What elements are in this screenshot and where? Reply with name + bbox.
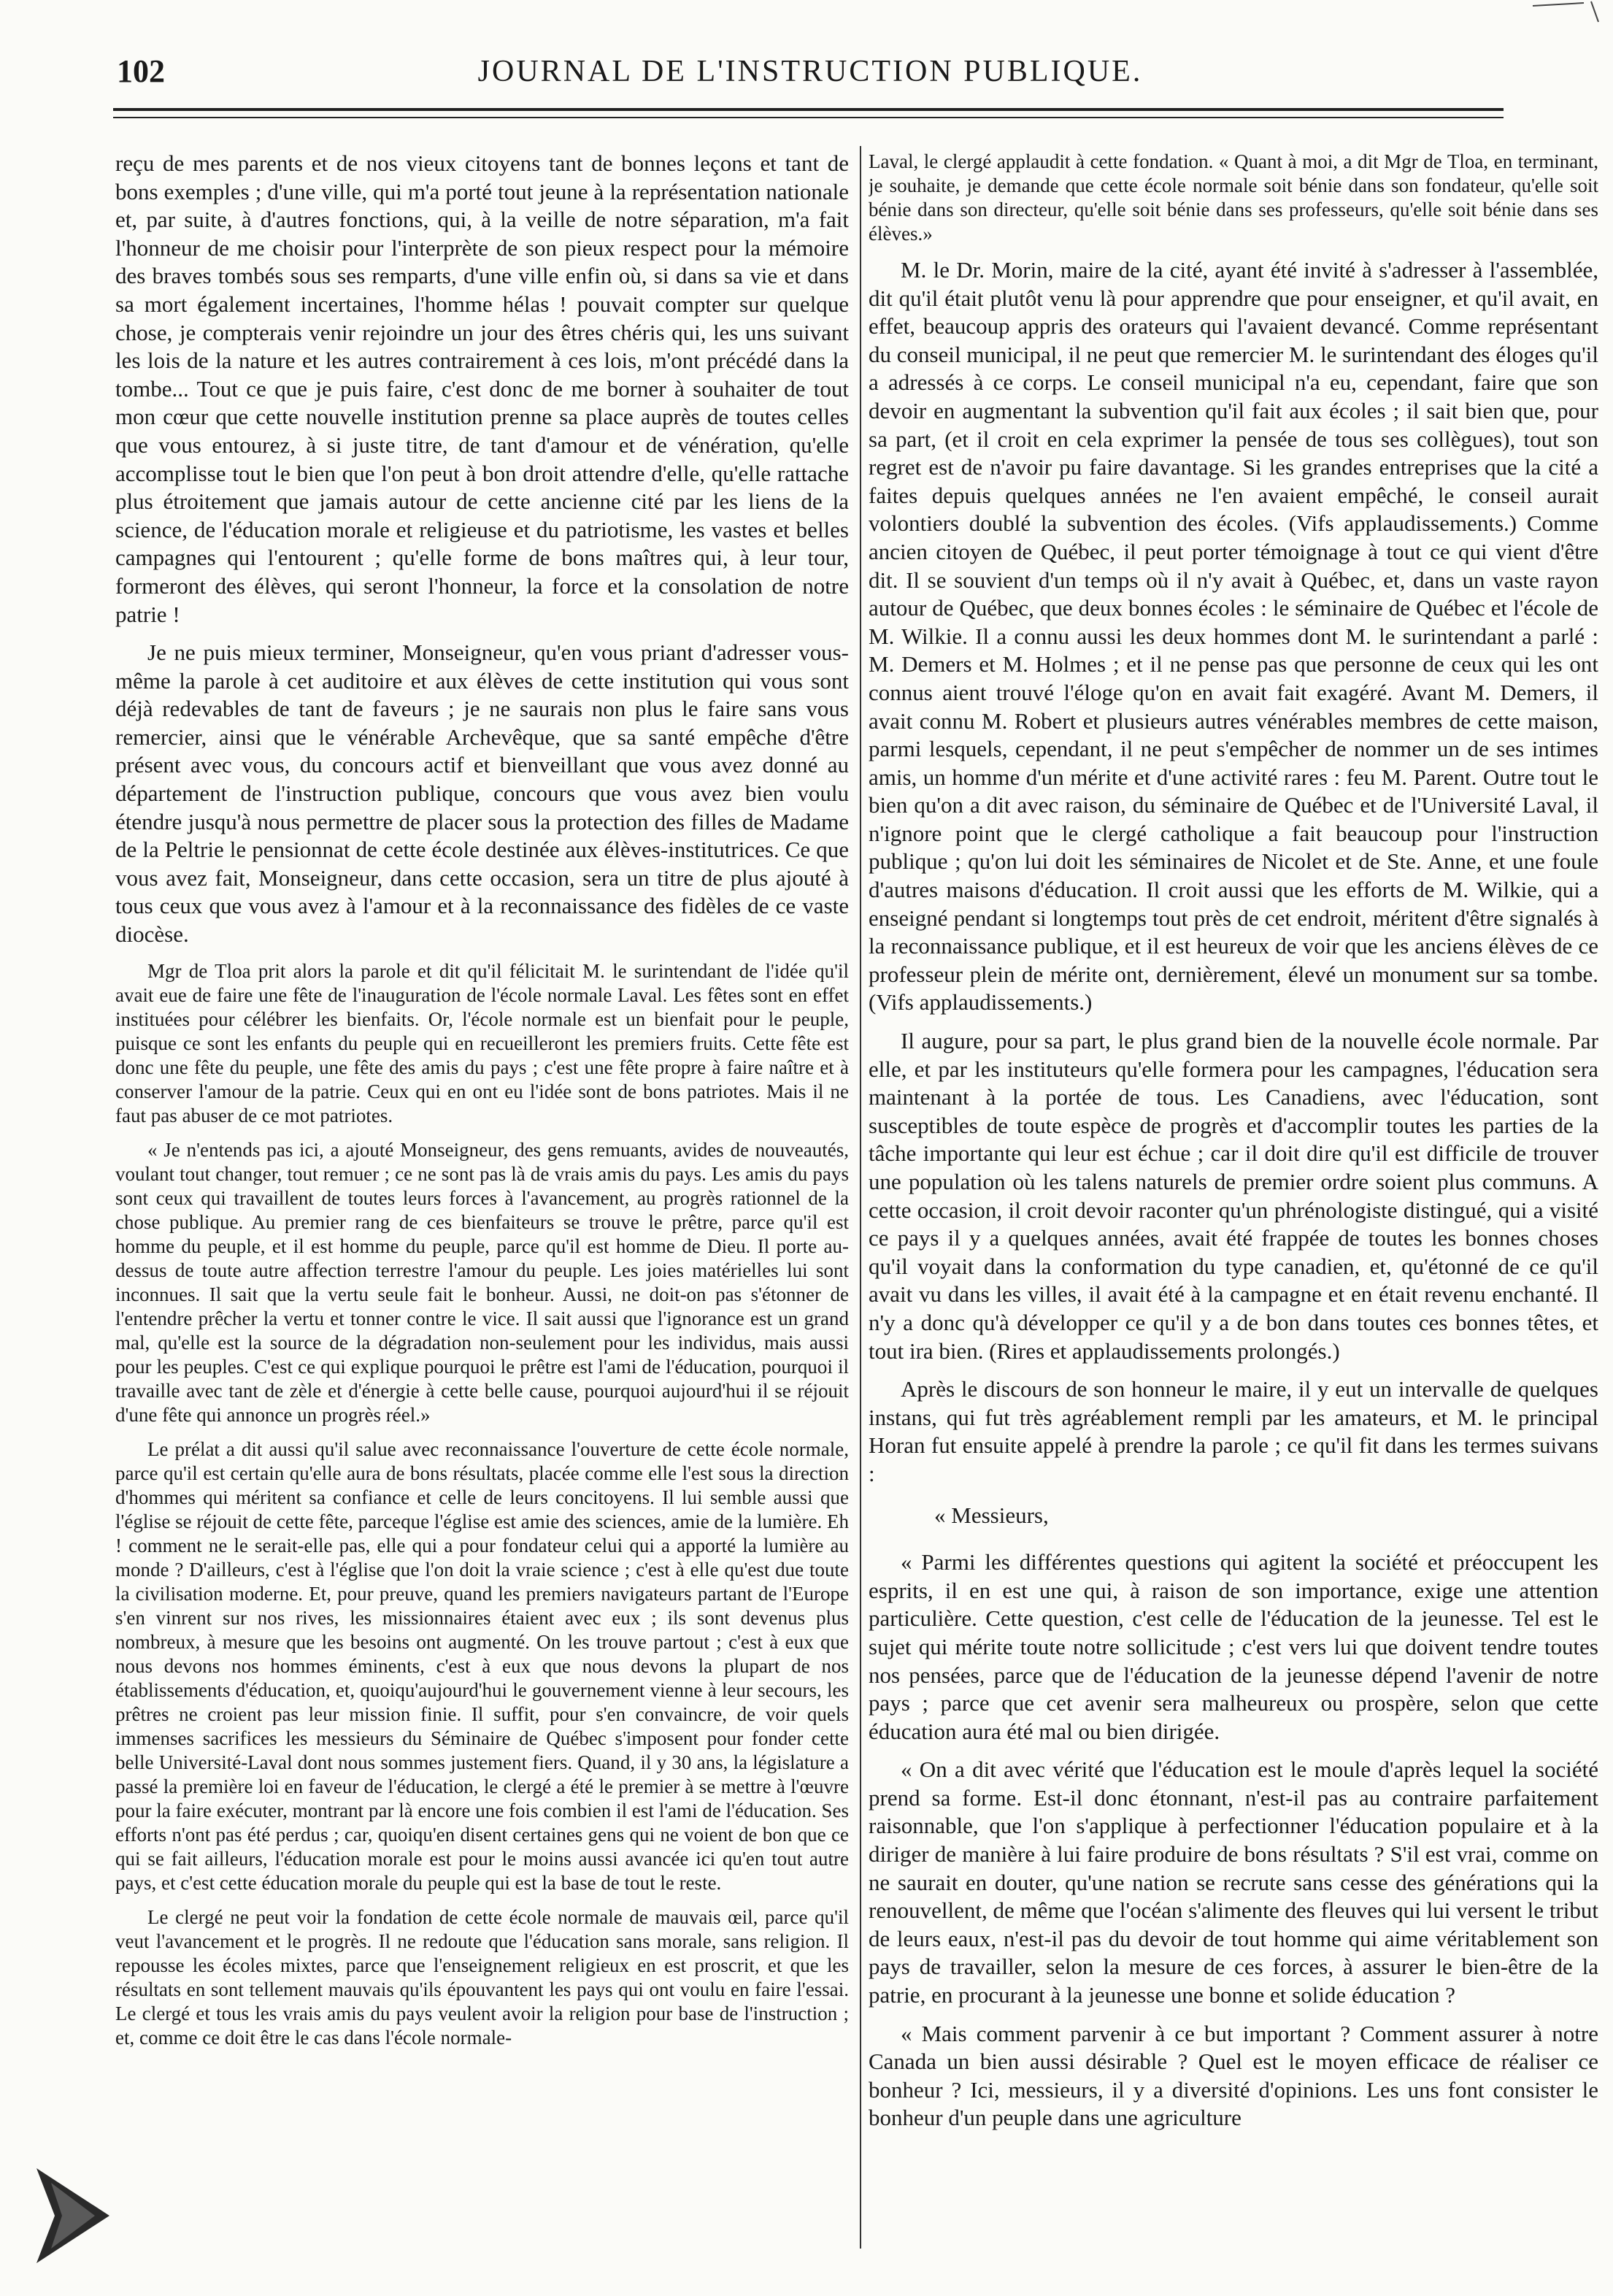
right-paragraph-3: Il augure, pour sa part, le plus grand bien de la nouvelle école normale. Par elle, et par les instituteurs qu'elle formera pour les campagnes, l'éducation sera maintenant à la portée de tous. Les Canadiens, avec l'éducation, sont susceptibles de toute espèce de progrès et d'accomplir toutes les parties de la tâche importante qui leur est échue ; car il doit dire qu'il est difficile de trouver une population où les talens naturels de premier ordre soient plus communs. A cette occasion, il croit devoir raconter qu'un phrénologiste distingué, qui a visité ce pays il y a quelques années, avait été frappée de toutes les bonnes choses qu'il voyait dans la conformation du type canadien, et, qu'étonné de ce qu'il avait vu dans les villes, il avait été à la campagne et en était revenu enchanté. Il n'y a donc qu'à développer ce qu'il y a de bon dans toutes ces bonnes têtes, et tout ira bien. (Rires et applaudissements prolongés.) <box>869 1028 1598 1364</box>
right-paragraph-4: Après le discours de son honneur le maire, il y eut un intervalle de quelques instans, qui fut très agréablement rempli par les amateurs, et M. le principal Horan fut ensuite appelé à prendre la parole ; ce qu'il fit dans les termes suivans : <box>869 1376 1598 1486</box>
left-paragraph-2: Je ne puis mieux terminer, Monseigneur, qu'en vous priant d'adresser vous-même la parole à cet auditoire et aux élèves de cette institution qui vous sont déjà redevables de tant de faveurs ; je ne saurais non plus le faire sans vous remercier, ainsi que le vénérable Archevêque, que sa santé empêche d'être présent avec vous, du concours actif et bienveillant que vous avez donné au département de l'instruction publique, concours que vous avez bien voulu étendre jusqu'à nous permettre de placer sous la protection des filles de Madame de la Peltrie le pensionnat de cette école destinée aux élèves-institutrices. Ce que vous avez fait, Monseigneur, dans cette occasion, sera un titre de plus ajouté à tous ceux que vous avez à l'amour et à la reconnaissance des fidèles de ce vaste diocèse. <box>115 640 849 948</box>
right-paragraph-7: « Mais comment parvenir à ce but important ? Comment assurer à notre Canada un bien aussi désirable ? Quel est le moyen efficace de réaliser ce bonheur ? Ici, messieurs, il y a diversité d'opinions. Les uns font consister le bonheur d'un peuple dans une agriculture <box>869 2020 1598 2131</box>
right-paragraph-6: « On a dit avec vérité que l'éducation est le moule d'après lequel la société prend sa forme. Est-il donc étonnant, n'est-il pas au contraire parfaitement raisonnable, que l'on s'applique à perfectionner l'éducation populaire et à la diriger de manière à lui faire produire de bons résultats ? S'il est vrai, comme on ne saurait en douter, qu'une nation se recrute sans cesse des générations qui la renouvellent, de même que l'océan s'alimente des fleuves qui lui versent le tribut de leurs eaux, n'est-il pas du devoir de tout homme qui aime véritablement son pays de travailler, selon la mesure de ces forces, à assurer le bien-être de la patrie, en procurant à la jeunesse une bonne et solide éducation ? <box>869 1756 1598 2008</box>
salutation: « Messieurs, <box>934 1502 1049 1528</box>
right-column <box>869 150 1598 2252</box>
left-paragraph-6: Le clergé ne peut voir la fondation de cette école normale de mauvais œil, parce qu'il veut l'avancement et le progrès. Il ne redoute que l'éducation sans morale, sans religion. Il repousse les écoles mixtes, parce que l'enseignement religieux en est proscrit, et que les résultats en sont tellement mauvais qu'ils épouvantent les pays qui ont voulu en faire l'essai. Le clergé et tous les vrais amis du pays veulent avoir la religion pour base de l'instruction ; et, comme ce doit être le cas dans l'école normale- <box>115 1905 849 2049</box>
left-column <box>115 150 849 2252</box>
column-divider <box>860 146 861 2249</box>
header-rule-thin <box>113 117 1504 118</box>
left-paragraph-1: reçu de mes parents et de nos vieux citoyens tant de bonnes leçons et tant de bons exemples ; d'une ville, qui m'a porté tout jeune à la représentation nationale et, par suite, à d'autres fonctions, qui, à la veille de notre séparation, m'a fait l'honneur de me choisir pour l'interprète de son pieux respect pour la mémoire des braves tombés sous ses remparts, d'une ville enfin où, si dans sa vie et dans sa mort également incertaines, l'homme hélas ! pouvait compter sur quelque chose, je compterais venir rejoindre un jour des êtres chéris qui, les uns suivant les lois de la nature et les autres contrairement à ces lois, m'ont précédé dans la tombe... Tout ce que je puis faire, c'est donc de me borner à souhaiter de tout mon cœur que cette nouvelle institution prenne sa place auprès de toutes celles que vous entourez, à si juste titre, de tant d'amour et de vénération, qu'elle accomplisse tout le bien que l'on peut à bon droit attendre d'elle, qu'elle rattache plus étroitement que jamais autour de cette ancienne cité par les liens de la science, de l'éducation morale et religieuse et du patriotisme, les vastes et belles campagnes qui l'entourent ; qu'elle forme de bons maîtres qui, à leur tour, formeront des élèves, qui seront l'honneur, la force et la consolation de notre patrie ! <box>115 150 849 627</box>
left-paragraph-5: Le prélat a dit aussi qu'il salue avec reconnaissance l'ouverture de cette école normale, parce qu'il est certain qu'elle aura de bons résultats, placée comme elle l'est sous la direction d'hommes qui méritent sa confiance et celle de leurs concitoyens. Il lui semble aussi que l'église se réjouit de cette fête, parceque l'église est amie des sciences, amie de la lumière. Eh ! comment ne le serait-elle pas, elle qui a pour fondateur celui qui a apporté la lumière au monde ? D'ailleurs, c'est à l'église que l'on doit la vraie science ; c'est à elle qu'est due toute la civilisation moderne. Et, pour preuve, quand les premiers navigateurs partant de l'Europe s'en vinrent sur nos rives, les missionnaires étaient avec eux ; ils sont devenus plus nombreux, à mesure que les besoins ont augmenté. On les trouve partout ; c'est à eux que nous devons nos hommes éminents, c'est à eux que nous devons la plupart de nos établissements d'éducation, et, quoiqu'aujourd'hui le gouvernement vienne à leur secours, les prêtres ne croient pas leur mission finie. Il suffit, pour s'en convaincre, de voir quels immenses sacrifices les messieurs du Séminaire de Québec s'imposent pour fonder cette belle Université-Laval dont nous sommes justement fiers. Quand, il y 30 ans, la législature a passé la première loi en faveur de l'éducation, le clergé a été le premier à se mettre à l'œuvre pour la faire exécuter, montrant par là encore une fois combien il est l'ami de l'éducation. Ses efforts n'ont pas été perdus ; car, quoiqu'en disent certaines gens qui ne voient de bon que ce qui se fait ailleurs, l'éducation morale est pour le moins aussi avancée ici qu'en tout autre pays, et c'est cette éducation morale du peuple qui est la base de tout le reste. <box>115 1437 849 1894</box>
header-rule-thick <box>113 108 1504 111</box>
running-title: JOURNAL DE L'INSTRUCTION PUBLIQUE. <box>477 55 1143 88</box>
right-paragraph-1: Laval, le clergé applaudit à cette fondation. « Quant à moi, a dit Mgr de Tloa, en terminant, je souhaite, je demande que cette école normale soit bénie dans son fondateur, qu'elle soit bénie dans son directeur, qu'elle soit bénie dans ses professeurs, qu'elle soit bénie dans ses élèves.» <box>869 150 1598 245</box>
scan-artifact-mark <box>22 2161 124 2270</box>
left-paragraph-4: « Je n'entends pas ici, a ajouté Monseigneur, des gens remuants, avides de nouveautés, voulant tout changer, tout remuer ; ce ne sont pas là de vrais amis du pays. Les amis du pays sont ceux qui travaillent de toutes leurs forces à l'avancement, au progrès rationnel de la chose publique. Au premier rang de ces bienfaiteurs se trouve le prêtre, parce qu'il est homme du peuple, et il est homme du peuple, parce qu'il est homme de Dieu. Il porte au-dessus de toute autre affection terrestre l'amour du peuple. Les joies matérielles lui sont inconnues. Il sait que la vertu seule fait le bonheur. Aussi, ne doit-on pas s'étonner de l'entendre prêcher la vertu et tonner contre le vice. Il sait aussi que l'ignorance est un grand mal, qu'elle est la source de la dégradation non-seulement pour les individus, mais aussi pour les peuples. C'est ce qui explique pourquoi le prêtre est l'ami de l'éducation, pourquoi il travaille avec tant de zèle et d'énergie à cette belle cause, pourquoi aujourd'hui il se réjouit d'une fête qui annonce un progrès réel.» <box>115 1138 849 1426</box>
right-paragraph-2: M. le Dr. Morin, maire de la cité, ayant été invité à s'adresser à l'assemblée, dit qu'il était plutôt venu là pour apprendre que pour enseigner, et qu'il avait, en effet, beaucoup appris des orateurs qui l'avaient devancé. Comme représentant du conseil municipal, il ne peut que remercier M. le surintendant des éloges qu'il a adressés à ce corps. Le conseil municipal n'a eu, cependant, faire que son devoir en augmentant la subvention qu'il fait aux écoles ; il sait bien que, pour sa part, (et il croit en cela exprimer la pensée de tous ses collègues), tout son regret est de n'avoir pu faire davantage. Si les grandes entreprises que la cité a faites depuis quelques années ne l'en avaient empêché, le conseil aurait volontiers doublé la subvention des écoles. (Vifs applaudissements.) Comme ancien citoyen de Québec, il peut porter témoignage à tout ce qui vient d'être dit. Il se souvient d'un temps où il n'y avait à Québec, et, dans un vaste rayon autour de Québec, que deux bonnes écoles : le séminaire de Québec et l'école de M. Wilkie. Il a connu aussi les deux hommes dont M. le surintendant a parlé : M. Demers et M. Holmes ; et il ne pense pas que personne de ceux qui les ont connus aient trouvé l'éloge qu'on en avait fait exagéré. Avant M. Demers, il avait connu M. Robert et plusieurs autres vénérables membres de cette maison, parmi lesquels, cependant, il ne peut s'empêcher de nommer un de ses intimes amis, un homme d'un mérite et d'une activité rares : feu M. Parent. Outre tout le bien qu'on a dit avec raison, du séminaire de Québec et de l'Université Laval, il n'ignore point que le clergé catholique a fait beaucoup pour l'instruction publique ; qu'on lui doit les séminaires de Nicolet et de Ste. Anne, et une foule d'autres maisons d'éducation. Il croit aussi que les efforts de M. Wilkie, qui a enseigné pendant si longtemps tout près de cet endroit, méritent d'être signalés à la reconnaissance publique, et il est heureux de voir que les anciens élèves de ce professeur plein de mérite ont, dernièrement, élevé un monument sur sa tombe. (Vifs applaudissements.) <box>869 257 1598 1015</box>
page-header <box>117 53 1504 104</box>
page-number: 102 <box>117 53 165 89</box>
corner-scan-mark <box>1525 0 1606 29</box>
right-paragraph-5: « Parmi les différentes questions qui agitent la société et préoccupent les esprits, il en est une qui, à raison de son importance, exige une attention particulière. Cette question, c'est celle de l'éducation de la jeunesse. Tel est le sujet qui mérite toute notre sollicitude ; c'est vers lui que doivent tendre toutes nos pensées, parce que de l'éducation de la jeunesse dépend l'avenir de notre pays ; parce que cet avenir sera malheureux ou prospère, selon que cette éducation aura été mal ou bien dirigée. <box>869 1549 1598 1744</box>
left-paragraph-3: Mgr de Tloa prit alors la parole et dit qu'il félicitait M. le surintendant de l'idée qu'il avait eue de faire une fête de l'inauguration de l'école normale Laval. Les fêtes sont en effet instituées pour célébrer les bienfaits. Or, l'école normale est un bienfait pour le peuple, puisque ce sont les enfants du peuple qui en recueilleront les premiers fruits. Cette fête est donc une fête du peuple, une fête des amis du pays ; c'est une fête propre à faire naître et à conserver l'amour de la patrie. Ceux qui en ont eu l'idée sont de bons patriotes. Mais il ne faut pas abuser de ce mot patriotes. <box>115 959 849 1126</box>
